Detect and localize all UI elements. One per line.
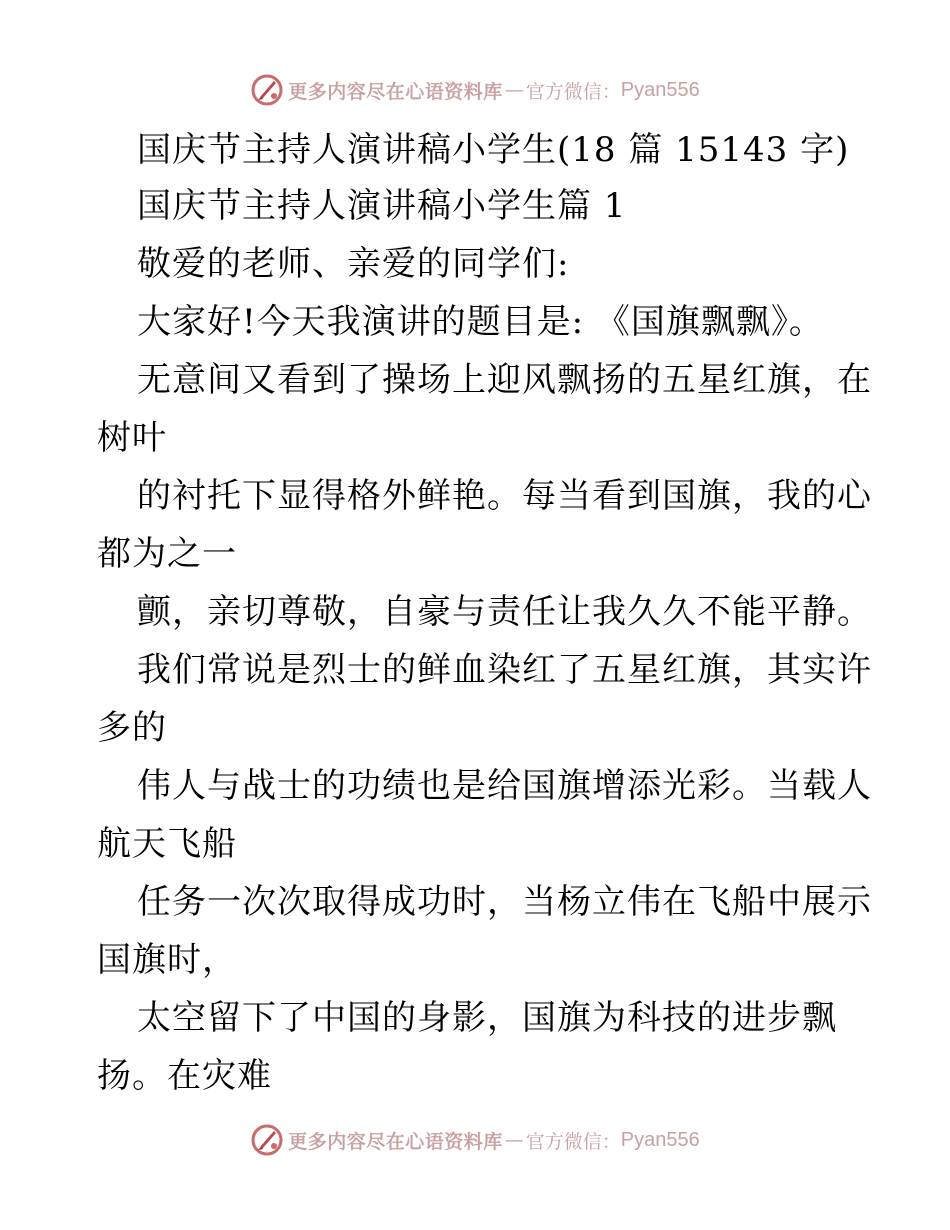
paragraph-line: 我们常说是烈士的鲜血染红了五星红旗，其实许: [137, 650, 872, 690]
document-subtitle: 国庆节主持人演讲稿小学生篇 1: [137, 186, 627, 226]
watermark-wechat-id: Pyan556: [620, 78, 700, 101]
watermark-separator: —: [504, 1129, 524, 1151]
quill-pen-logo-icon: [250, 1123, 284, 1157]
paragraph-line: 扬。在灾难: [97, 1056, 272, 1096]
watermark-brand-text: 更多内容尽在心语资料库: [288, 80, 503, 103]
watermark-banner-bottom: [0, 1120, 950, 1160]
watermark-wechat-id: Pyan556: [620, 1128, 700, 1151]
paragraph-line: 颤，亲切尊敬，自豪与责任让我久久不能平静。: [137, 592, 872, 632]
watermark-wechat-label: 官方微信：: [525, 1130, 621, 1153]
paragraph-line: 多的: [97, 708, 167, 748]
paragraph-line: 任务一次次取得成功时，当杨立伟在飞船中展示: [137, 882, 872, 922]
watermark-banner-top: [0, 70, 950, 110]
paragraph-line: 大家好!今天我演讲的题目是: 《国旗飘飘》。: [137, 302, 824, 342]
paragraph-line: 树叶: [97, 418, 167, 458]
paragraph-line: 都为之一: [97, 534, 237, 574]
paragraph-line: 航天飞船: [97, 824, 237, 864]
paragraph-line: 国旗时，: [97, 940, 237, 980]
watermark-separator: —: [504, 79, 524, 101]
paragraph-line: 伟人与战士的功绩也是给国旗增添光彩。当载人: [137, 766, 872, 806]
paragraph-line: 无意间又看到了操场上迎风飘扬的五星红旗，在: [137, 360, 872, 400]
watermark-brand-text: 更多内容尽在心语资料库: [288, 1130, 503, 1153]
watermark-wechat-label: 官方微信：: [525, 80, 621, 103]
quill-pen-logo-icon: [250, 73, 284, 107]
paragraph-line: 的衬托下显得格外鲜艳。每当看到国旗，我的心: [137, 476, 872, 516]
paragraph-line: 太空留下了中国的身影，国旗为科技的进步飘: [137, 998, 837, 1038]
salutation: 敬爱的老师、亲爱的同学们:: [137, 244, 570, 284]
document-title: 国庆节主持人演讲稿小学生(18 篇 15143 字): [137, 130, 850, 170]
